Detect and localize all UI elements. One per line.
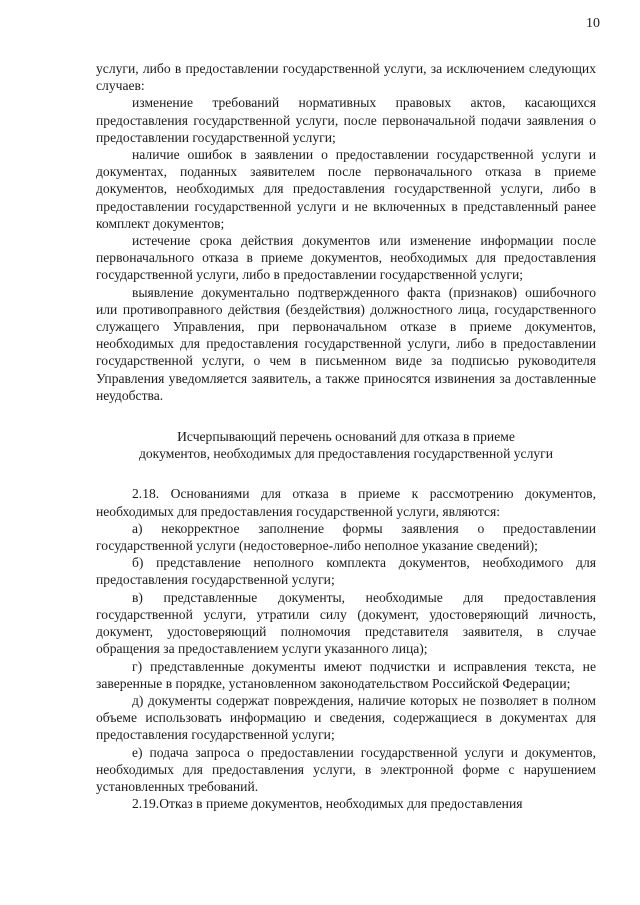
page-number: 10 — [586, 16, 600, 31]
paragraph: наличие ошибок в заявлении о предоставлении государственной услуги и документах, поданных заявителем после первоначального отказа в приеме документов, необходимых для предоставления государственной услуги, либо в предоставлении государственной услуги и не включенных в представленный ранее комплект документов; — [96, 147, 596, 231]
document-body — [96, 60, 596, 812]
list-item: е) подача запроса о предоставлении государственной услуги и документов, необходимых для предоставления услуги, в электронной форме с нарушением установленных требований. — [96, 744, 596, 794]
list-item: д) документы содержат повреждения, наличие которых не позволяет в полном объеме использовать информацию и сведения, содержащиеся в документах для предоставления государственной услуги; — [96, 692, 596, 743]
paragraph: 2.18. Основаниями для отказа в приеме к рассмотрению документов, необходимых для предоставления государственной услуги, являются: — [96, 486, 596, 519]
section-heading — [96, 428, 596, 462]
heading-line: Исчерпывающий перечень оснований для отказа в приеме — [177, 429, 515, 445]
paragraph: услуги, либо в предоставлении государственной услуги, за исключением следующих случаев: — [96, 61, 596, 94]
list-item: в) представленные документы, необходимые для предоставления государственной услуги, утратили силу (документ, удостоверяющий личность, документ, удостоверяющий полномочия представителя заявителя, в случае обращения за предоставлением услуги указанного лица); — [96, 589, 596, 657]
list-item: б) представление неполного комплекта документов, необходимого для предоставления государственной услуги; — [96, 555, 596, 588]
heading-line: документов, необходимых для предоставления государственной услуги — [138, 446, 554, 462]
paragraph: 2.19.Отказ в приеме документов, необходимых для предоставления — [132, 796, 523, 812]
paragraph: изменение требований нормативных правовых актов, касающихся предоставления государственной услуги, после первоначальной подачи заявления о предоставлении государственной услуги; — [96, 95, 596, 145]
list-item: а) некорректное заполнение формы заявления о предоставлении государственной услуги (недостоверное-либо неполное указание сведений); — [96, 520, 596, 554]
paragraph: выявление документально подтвержденного факта (признаков) ошибочного или противоправного действия (бездействия) должностного лица, государственного служащего Управления, при первоначальном отказе в приеме документов, необходимых для предоставления государственной услуги, либо в предоставлении государственной услуги, о чем в письменном виде за подписью руководителя Управления уведомляется заявитель, а также приносятся извинения за доставленные неудобства. — [96, 284, 596, 403]
list-item: г) представленные документы имеют подчистки и исправления текста, не заверенные в порядке, установленном законодательством Российской Федерации; — [96, 658, 596, 691]
paragraph: истечение срока действия документов или изменение информации после первоначального отказа в приеме документов, необходимых для предоставления государственной услуги, либо в предоставлении государственной услуги; — [96, 233, 596, 283]
